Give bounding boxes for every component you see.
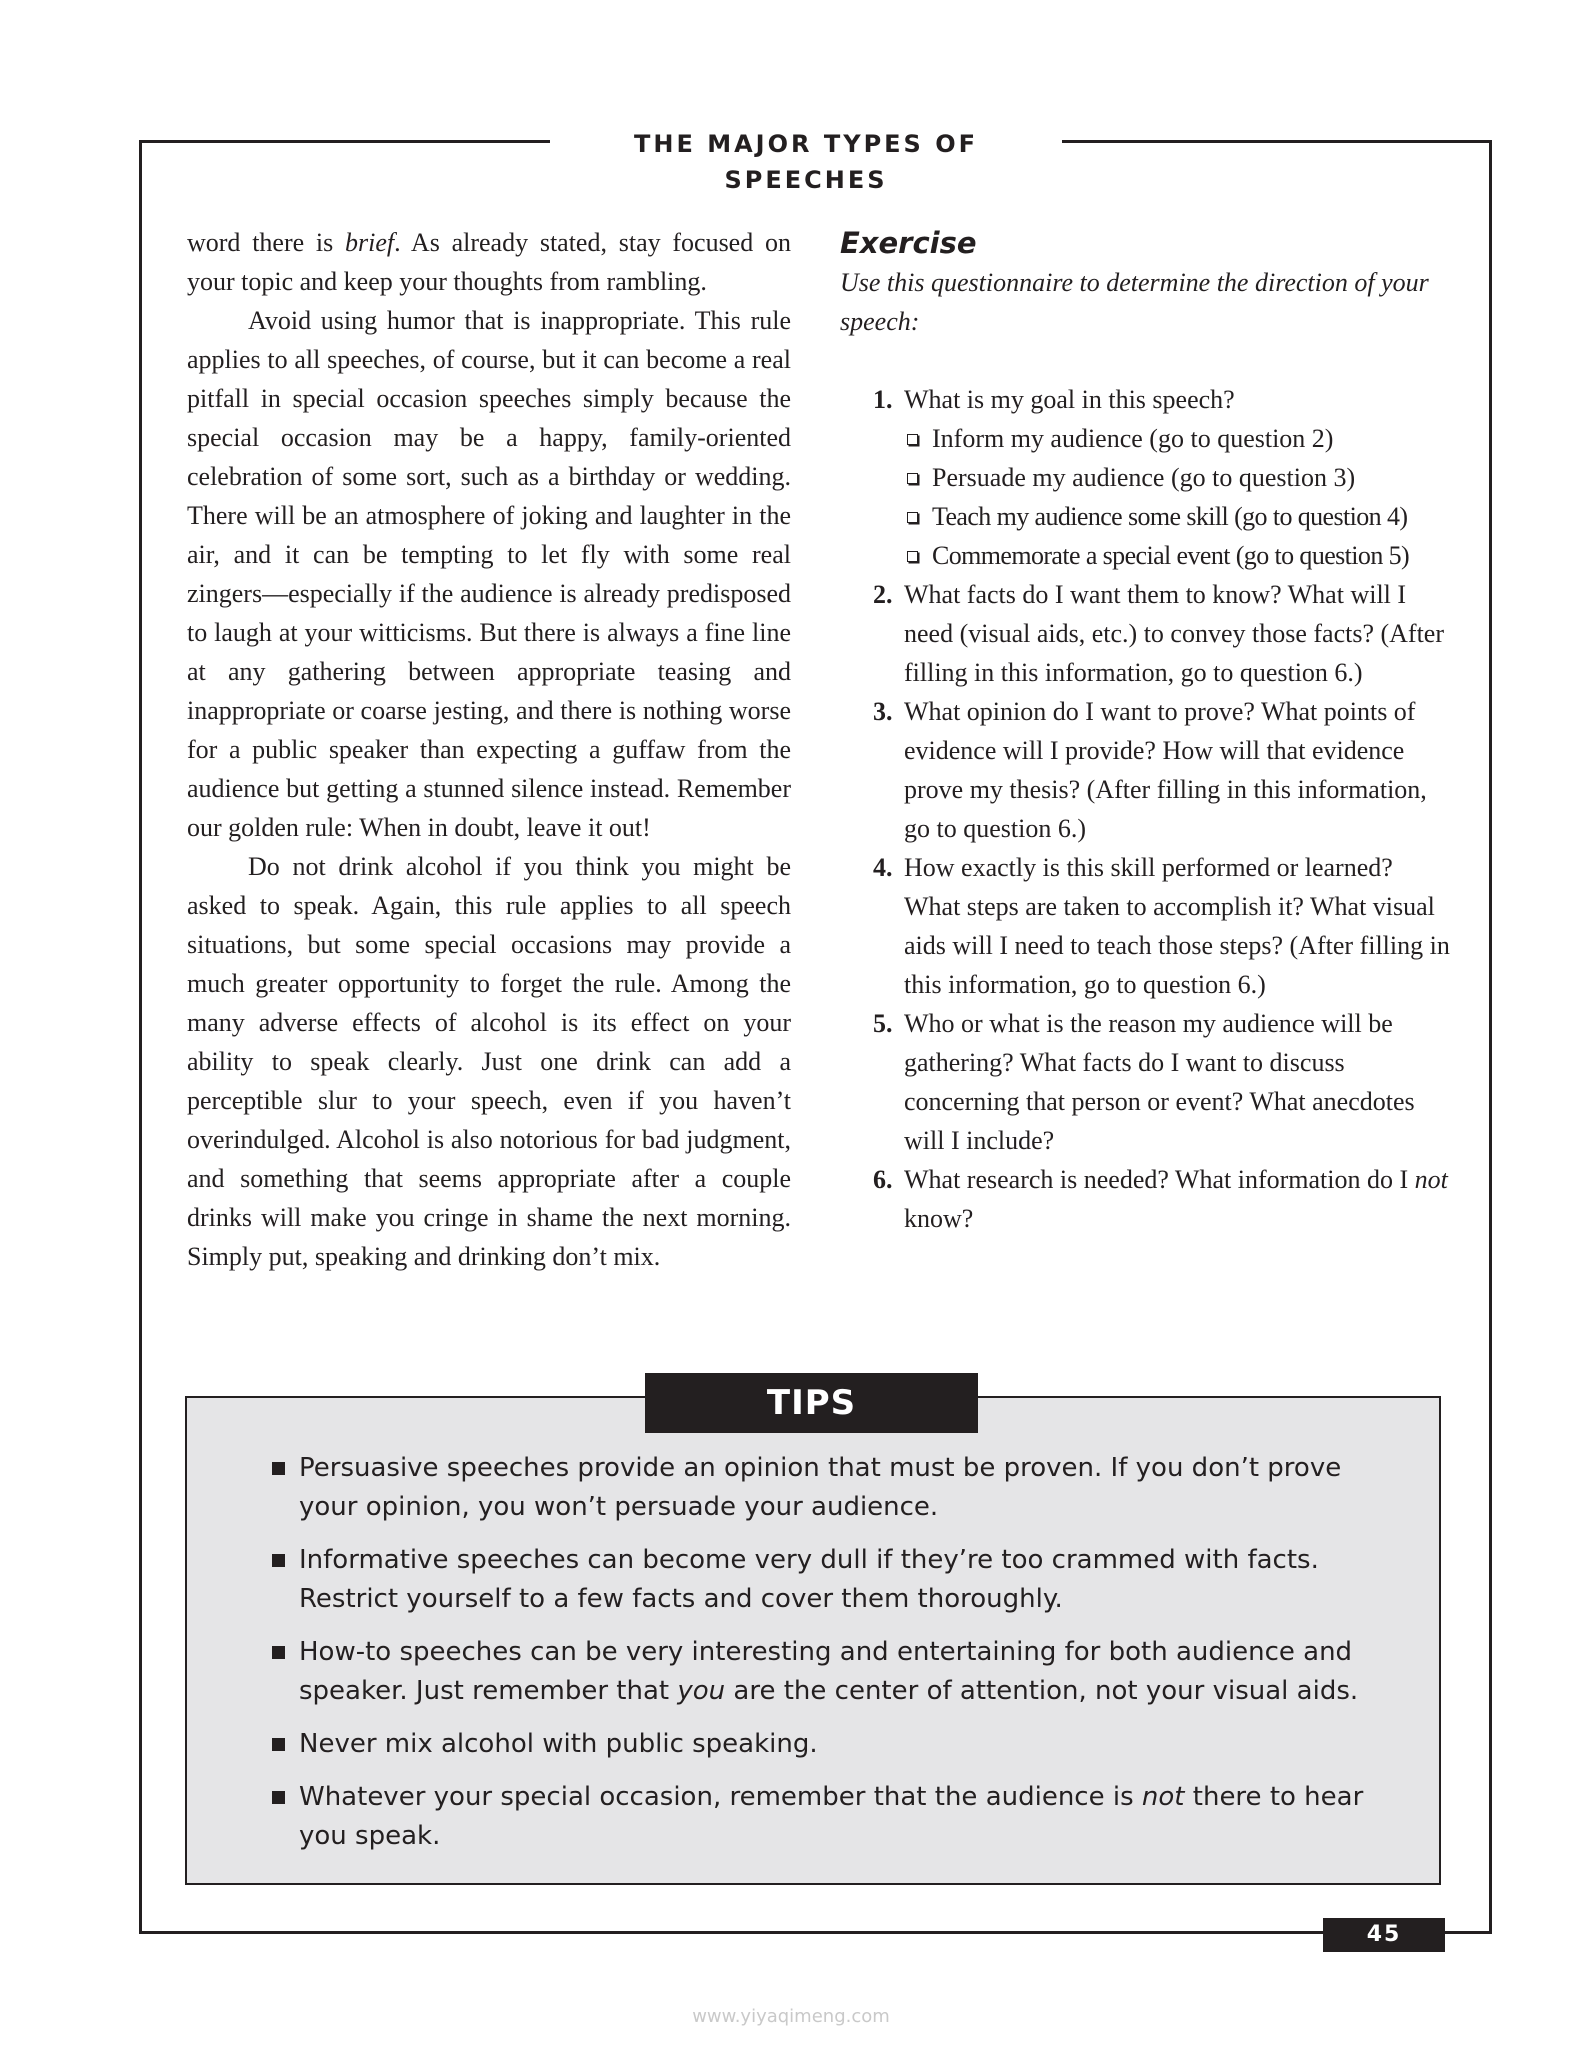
body-text-column [187, 223, 791, 1276]
question-6: 6. What research is needed? What information do I not know? [873, 1165, 1448, 1233]
page-number: 45 [1323, 1918, 1445, 1952]
tips-title: TIPS [645, 1373, 978, 1433]
paragraph-humor: Avoid using humor that is inappropriate. This rule applies to all speeches, of course, but it can become a real pitfall in special occasion speeches simply because the special occasion may be a happy, family-oriented celebration of some sort, such as a birthday or wedding. There will be an atmosphere of joking and laughter in the air, and it can be tempting to let fly with some real zingers—especially if the audience is already predisposed to laugh at your witticisms. But there is always a fine line at any gathering between appropriate teasing and inappropriate or coarse jesting, and there is nothing worse for a public speaker than expecting a guffaw from the audience but getting a stunned silence instead. Remember our golden rule: When in doubt, leave it out! [187, 306, 791, 842]
question-text: What opinion do I want to prove? What points of evidence will I provide? How will that evidence prove my thesis? (After filling in this information, go to question 6.) [904, 697, 1427, 843]
question-text: What research is needed? What information do I not know? [904, 1165, 1448, 1233]
question-5: 5. Who or what is the reason my audience will be gathering? What facts do I want to discuss concerning that person or event? What anecdotes will I include? [873, 1009, 1415, 1155]
tip-item: How-to speeches can be very interesting and entertaining for both audience and speaker. Just remember that you are the center of attention, not your visual aids. [272, 1633, 1407, 1711]
paragraph-alcohol: Do not drink alcohol if you think you might be asked to speak. Again, this rule applies to all speech situations, but some special occasions may provide a much greater opportunity to forget the rule. Among the many adverse effects of alcohol is its effect on your ability to speak clearly. Just one drink can add a perceptible slur to your speech, even if you haven’t overindulged. Alcohol is also notorious for bad judgment, and something that seems appropriate after a couple drinks will make you cringe in shame the next morning. Simply put, speaking and drinking don’t mix. [187, 852, 791, 1271]
square-bullet-icon [272, 1791, 285, 1804]
exercise-column [840, 223, 1452, 1238]
square-bullet-icon [272, 1554, 285, 1567]
checkbox-icon[interactable] [907, 512, 918, 523]
running-head: THE MAJOR TYPES OF SPEECHES [550, 126, 1062, 162]
square-bullet-icon [272, 1738, 285, 1751]
option-inform[interactable]: Inform my audience (go to question 2) [871, 419, 1452, 458]
square-bullet-icon [272, 1462, 285, 1475]
option-commemorate[interactable]: Commemorate a special event (go to question 5) [871, 536, 1452, 575]
goal-options [871, 419, 1452, 575]
checkbox-icon[interactable] [907, 551, 918, 562]
question-1: 1. What is my goal in this speech? Inform my audience (go to question 2) Persuade my audience (go to question 3) Teach my audience some skill (go to question 4) Commemorate a special event (go to question 5) [840, 380, 1452, 575]
exercise-intro: Use this questionnaire to determine the direction of your speech: [840, 268, 1429, 336]
square-bullet-icon [272, 1646, 285, 1659]
tip-item: Informative speeches can become very dull if they’re too crammed with facts. Restrict yourself to a few facts and cover them thoroughly. [272, 1541, 1407, 1619]
tip-item: Whatever your special occasion, remember that the audience is not there to hear you speak. [272, 1778, 1407, 1856]
checkbox-icon[interactable] [907, 473, 918, 484]
tip-item: Persuasive speeches provide an opinion that must be proven. If you don’t prove your opinion, you won’t persuade your audience. [272, 1449, 1407, 1527]
question-text: How exactly is this skill performed or learned? What steps are taken to accomplish it? What visual aids will I need to teach those steps? (After filling in this information, go to question 6.) [904, 853, 1450, 999]
question-text: Who or what is the reason my audience will be gathering? What facts do I want to discuss concerning that person or event? What anecdotes will I include? [904, 1009, 1415, 1155]
watermark: www.yiyaqimeng.com [692, 2006, 890, 2027]
question-2: 2. What facts do I want them to know? What will I need (visual aids, etc.) to convey those facts? (After filling in this information, go to question 6.) [873, 580, 1445, 687]
emphasis-brief: brief [345, 228, 395, 257]
option-persuade[interactable]: Persuade my audience (go to question 3) [871, 458, 1452, 497]
questionnaire [840, 380, 1452, 1238]
option-teach[interactable]: Teach my audience some skill (go to question 4) [871, 497, 1452, 536]
question-4: 4. How exactly is this skill performed or learned? What steps are taken to accomplish it? What visual aids will I need to teach those steps? (After filling in this information, go to question 6.) [873, 853, 1450, 999]
exercise-heading: Exercise [840, 226, 977, 260]
question-text: What is my goal in this speech? [904, 385, 1235, 414]
checkbox-icon[interactable] [907, 434, 918, 445]
question-text: What facts do I want them to know? What will I need (visual aids, etc.) to convey those facts? (After filling in this information, go to question 6.) [904, 580, 1445, 687]
paragraph-1: word there is brief. As already stated, stay focused on your topic and keep your thoughts from rambling. [187, 228, 791, 296]
tip-item: Never mix alcohol with public speaking. [272, 1725, 1407, 1764]
tips-list [272, 1449, 1407, 1870]
question-3: 3. What opinion do I want to prove? What points of evidence will I provide? How will that evidence prove my thesis? (After filling in this information, go to question 6.) [873, 697, 1427, 843]
